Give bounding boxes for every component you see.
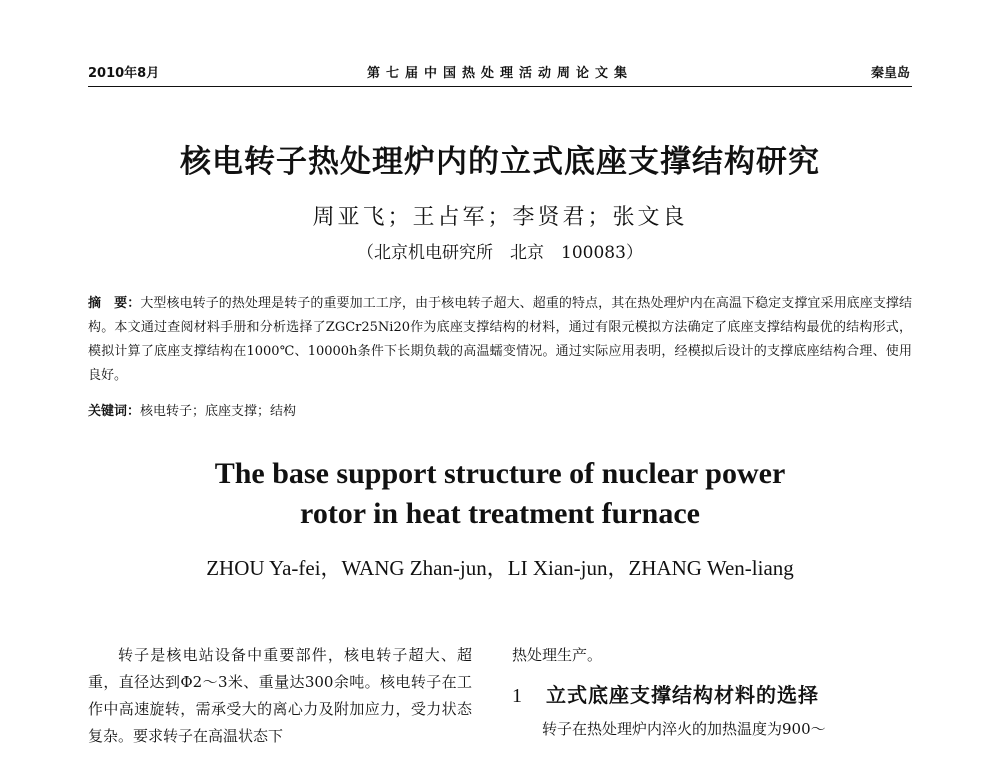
keywords-label: 关键词： <box>88 404 141 419</box>
section-number: 1 <box>512 685 522 707</box>
keywords <box>88 400 912 419</box>
body-right-continuation: 热处理生产。 <box>512 646 603 664</box>
authors-en: ZHOU Ya-fei，WANG Zhan-jun，LI Xian-jun，ZHANG Wen-liang <box>206 556 794 580</box>
abstract-text: 大型核电转子的热处理是转子的重要加工工序，由于核电转子超大、超重的特点，其在热处理炉内在高温下稳定支撑宜采用底座支撑结构。本文通过查阅材料手册和分析选择了ZGCr25Ni20作为底座支撑结构的材料，通过有限元模拟方法确定了底座支撑结构最优的结构形式，模拟计算了底座支撑结构在1000℃、10000h条件下长期负载的高温蠕变情况。通过实际应用表明，经模拟后设计的支撑底座结构合理、使用良好。 <box>88 296 912 383</box>
keywords-text: 核电转子；底座支撑；结构 <box>140 404 297 419</box>
section-body: 转子在热处理炉内淬火的加热温度为900～ <box>542 720 826 738</box>
affiliation-cn: （北京机电研究所 北京 100083） <box>357 243 643 263</box>
authors-cn: 周亚飞；王占军；李贤君；张文良 <box>312 205 688 230</box>
section-title: 立式底座支撑结构材料的选择 <box>546 683 819 707</box>
body-right-column <box>512 642 912 743</box>
paper-title-en-line2: rotor in heat treatment furnace <box>300 497 700 530</box>
header-rule <box>88 86 912 87</box>
header-location: 秦皇岛 <box>870 66 910 81</box>
section-heading <box>512 679 912 708</box>
abstract-label: 摘 要： <box>88 296 141 311</box>
header-conference: 第七届中国热处理活动周论文集 <box>366 66 633 81</box>
body-left-column: 转子是核电站设备中重要部件，核电转子超大、超重，直径达到Φ2～3米、重量达300余吨。核电转子在工作中高速旋转，需承受大的离心力及附加应力，受力状态复杂。要求转子在高温状态下 <box>88 646 472 745</box>
abstract <box>88 292 912 388</box>
header-date: 2010年8月 <box>88 66 160 81</box>
paper-title-en-line1: The base support structure of nuclear power <box>214 457 786 490</box>
paper-title-cn: 核电转子热处理炉内的立式底座支撑结构研究 <box>180 144 820 180</box>
paper-title-en <box>0 454 1000 534</box>
